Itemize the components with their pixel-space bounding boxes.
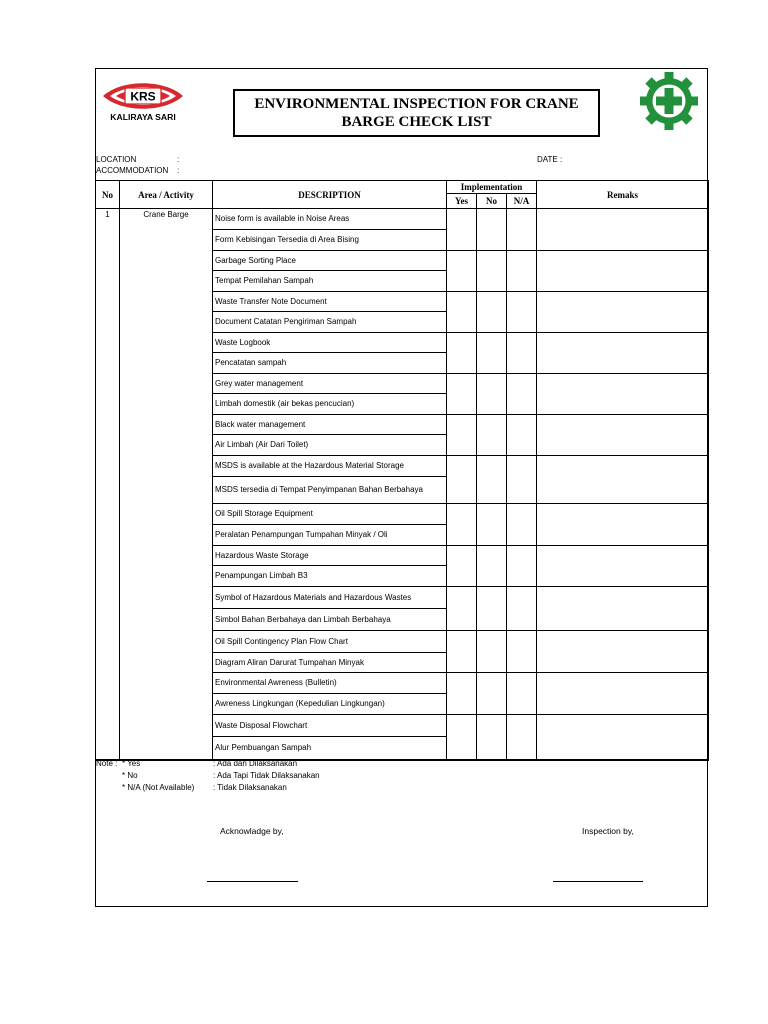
description-cell: Document Catatan Pengiriman Sampah <box>213 312 447 333</box>
description-cell: Oil Spill Storage Equipment <box>213 504 447 525</box>
remarks-cell <box>537 333 709 374</box>
na-check-cell <box>507 209 537 251</box>
title-line-1: ENVIRONMENTAL INSPECTION FOR CRANE <box>254 96 579 112</box>
title-line-2: BARGE CHECK LIST <box>341 114 492 130</box>
yes-check-cell <box>447 415 477 456</box>
remarks-cell <box>537 209 709 251</box>
description-cell: Waste Logbook <box>213 333 447 353</box>
remarks-cell <box>537 374 709 415</box>
na-check-cell <box>507 456 537 504</box>
location-label: LOCATION <box>96 155 137 164</box>
yes-check-cell <box>447 333 477 374</box>
na-check-cell <box>507 631 537 673</box>
description-cell: Noise form is available in Noise Areas <box>213 209 447 230</box>
na-check-cell <box>507 374 537 415</box>
item-number: 1 <box>96 209 120 760</box>
remarks-cell <box>537 631 709 673</box>
remarks-cell <box>537 251 709 292</box>
accommodation-label: ACCOMMODATION <box>96 166 169 175</box>
inspection-label: Inspection by, <box>582 826 634 836</box>
description-cell: Waste Disposal Flowchart <box>213 715 447 737</box>
description-cell: Symbol of Hazardous Materials and Hazardous Wastes <box>213 587 447 609</box>
no-check-cell <box>477 415 507 456</box>
remarks-cell <box>537 415 709 456</box>
description-cell: Black water management <box>213 415 447 435</box>
na-check-cell <box>507 673 537 715</box>
table-header <box>96 181 709 209</box>
no-check-cell <box>477 209 507 251</box>
description-cell: Diagram Aliran Darurat Tumpahan Minyak <box>213 653 447 673</box>
na-check-cell <box>507 292 537 333</box>
remarks-cell <box>537 456 709 504</box>
na-check-cell <box>507 715 537 760</box>
green-cross-gear-icon <box>638 71 700 131</box>
note-label: Note : <box>96 759 118 768</box>
no-check-cell <box>477 631 507 673</box>
col-header-implementation: Implementation <box>447 181 537 194</box>
remarks-cell <box>537 292 709 333</box>
col-header-yes: Yes <box>447 194 477 209</box>
remarks-cell <box>537 546 709 587</box>
acknowledge-signature-line <box>207 881 298 882</box>
no-check-cell <box>477 673 507 715</box>
no-check-cell <box>477 456 507 504</box>
note-key-yes: * Yes <box>122 759 141 768</box>
yes-check-cell <box>447 546 477 587</box>
no-check-cell <box>477 374 507 415</box>
note-value-no: : Ada Tapi Tidak Dilaksanakan <box>213 771 320 780</box>
remarks-cell <box>537 715 709 760</box>
description-cell: Oil Spill Contingency Plan Flow Chart <box>213 631 447 653</box>
remarks-cell <box>537 587 709 631</box>
table-body <box>96 209 709 760</box>
inspection-signature-line <box>553 881 643 882</box>
na-check-cell <box>507 546 537 587</box>
col-header-na: N/A <box>507 194 537 209</box>
krs-logo-mark: KRS <box>130 89 156 104</box>
col-header-no-impl: No <box>477 194 507 209</box>
krs-logo-caption: KALIRAYA SARI <box>110 112 176 122</box>
na-check-cell <box>507 504 537 546</box>
date-label: DATE : <box>537 155 563 164</box>
note-key-no: * No <box>122 771 138 780</box>
description-cell: Hazardous Waste Storage <box>213 546 447 566</box>
yes-check-cell <box>447 673 477 715</box>
accommodation-separator: : <box>177 166 180 175</box>
note-key-na: * N/A (Not Available) <box>122 783 195 792</box>
na-check-cell <box>507 333 537 374</box>
header-row <box>96 181 709 194</box>
table-row <box>96 209 709 230</box>
col-header-no: No <box>96 181 120 209</box>
description-cell: Waste Transfer Note Document <box>213 292 447 312</box>
yes-check-cell <box>447 374 477 415</box>
yes-check-cell <box>447 587 477 631</box>
description-cell: Penampungan Limbah B3 <box>213 566 447 587</box>
item-area: Crane Barge <box>120 209 213 760</box>
col-header-description: DESCRIPTION <box>213 181 447 209</box>
no-check-cell <box>477 251 507 292</box>
no-check-cell <box>477 715 507 760</box>
note-value-na: : Tidak Dilaksanakan <box>213 783 287 792</box>
krs-logo <box>102 78 184 124</box>
remarks-cell <box>537 673 709 715</box>
yes-check-cell <box>447 631 477 673</box>
description-cell: Form Kebisingan Tersedia di Area Bising <box>213 230 447 251</box>
no-check-cell <box>477 587 507 631</box>
acknowledge-label: Acknowladge by, <box>220 826 284 836</box>
description-cell: MSDS tersedia di Tempat Penyimpanan Bahan Berbahaya <box>213 477 447 504</box>
location-separator: : <box>177 155 180 164</box>
description-cell: Alur Pembuangan Sampah <box>213 737 447 760</box>
note-value-yes: : Ada dan Dilaksanakan <box>213 759 298 768</box>
document-title <box>233 89 600 137</box>
na-check-cell <box>507 587 537 631</box>
yes-check-cell <box>447 251 477 292</box>
no-check-cell <box>477 292 507 333</box>
no-check-cell <box>477 546 507 587</box>
na-check-cell <box>507 415 537 456</box>
description-cell: Pencatatan sampah <box>213 353 447 374</box>
description-cell: Peralatan Penampungan Tumpahan Minyak / Oli <box>213 525 447 546</box>
description-cell: Environmental Awreness (Bulletin) <box>213 673 447 694</box>
yes-check-cell <box>447 292 477 333</box>
description-cell: Tempat Pemilahan Sampah <box>213 271 447 292</box>
description-cell: Awreness Lingkungan (Kepedulian Lingkungan) <box>213 694 447 715</box>
no-check-cell <box>477 504 507 546</box>
checklist-table <box>95 180 709 761</box>
na-check-cell <box>507 251 537 292</box>
description-cell: Simbol Bahan Berbahaya dan Limbah Berbahaya <box>213 609 447 631</box>
no-check-cell <box>477 333 507 374</box>
remarks-cell <box>537 504 709 546</box>
description-cell: Grey water management <box>213 374 447 394</box>
col-header-remarks: Remaks <box>537 181 709 209</box>
description-cell: Limbah domestik (air bekas pencucian) <box>213 394 447 415</box>
yes-check-cell <box>447 209 477 251</box>
col-header-area: Area / Activity <box>120 181 213 209</box>
yes-check-cell <box>447 456 477 504</box>
yes-check-cell <box>447 504 477 546</box>
description-cell: Air Limbah (Air Dari Toilet) <box>213 435 447 456</box>
yes-check-cell <box>447 715 477 760</box>
description-cell: MSDS is available at the Hazardous Material Storage <box>213 456 447 477</box>
description-cell: Garbage Sorting Place <box>213 251 447 271</box>
